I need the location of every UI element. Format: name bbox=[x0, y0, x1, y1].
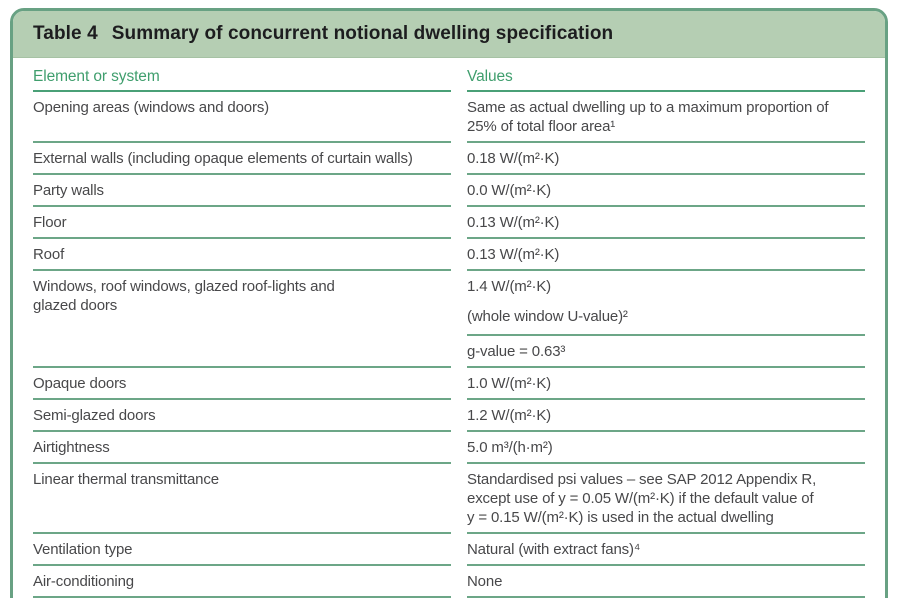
value-cell: 0.18 W/(m²·K) bbox=[467, 143, 865, 175]
element-line: Windows, roof windows, glazed roof-lights and bbox=[33, 278, 335, 295]
element-cell: Airtightness bbox=[33, 432, 451, 464]
element-cell: Party walls bbox=[33, 175, 451, 207]
value-line: Standardised psi values – see SAP 2012 Appendix R, bbox=[467, 471, 817, 488]
value-line: Same as actual dwelling up to a maximum proportion of bbox=[467, 99, 829, 116]
value-cell: 5.0 m³/(h·m²) bbox=[467, 432, 865, 464]
value-subcell: g-value = 0.63³ bbox=[467, 336, 865, 368]
column-header-values: Values bbox=[467, 58, 865, 92]
value-line: (whole window U-value)² bbox=[467, 308, 628, 325]
table-body bbox=[13, 58, 885, 598]
element-cell: Ventilation type bbox=[33, 534, 451, 566]
table-row bbox=[33, 143, 865, 175]
table-row bbox=[33, 175, 865, 207]
table-row bbox=[33, 92, 865, 143]
column-header-element: Element or system bbox=[33, 58, 451, 92]
value-cell: 1.0 W/(m²·K) bbox=[467, 368, 865, 400]
element-cell bbox=[33, 271, 451, 368]
value-cell bbox=[467, 464, 865, 534]
element-cell: Opening areas (windows and doors) bbox=[33, 92, 451, 143]
value-line: y = 0.15 W/(m²·K) is used in the actual dwelling bbox=[467, 509, 774, 526]
table-row bbox=[33, 432, 865, 464]
table-header-row bbox=[33, 58, 865, 92]
element-cell: Air-conditioning bbox=[33, 566, 451, 598]
table-row bbox=[33, 239, 865, 271]
table-row bbox=[33, 534, 865, 566]
table-number: Table 4 bbox=[33, 23, 98, 44]
table-row bbox=[33, 400, 865, 432]
value-cell: Natural (with extract fans)⁴ bbox=[467, 534, 865, 566]
element-cell: Opaque doors bbox=[33, 368, 451, 400]
table-row bbox=[33, 368, 865, 400]
table-row bbox=[33, 207, 865, 239]
table-card bbox=[10, 8, 888, 598]
value-cell: 0.0 W/(m²·K) bbox=[467, 175, 865, 207]
element-cell: External walls (including opaque elements of curtain walls) bbox=[33, 143, 451, 175]
element-cell: Linear thermal transmittance bbox=[33, 464, 451, 534]
value-cell bbox=[467, 92, 865, 143]
table-title-band bbox=[13, 11, 885, 58]
table-row bbox=[33, 464, 865, 534]
table-row bbox=[33, 271, 865, 368]
element-line: glazed doors bbox=[33, 297, 118, 314]
value-cell: 0.13 W/(m²·K) bbox=[467, 207, 865, 239]
value-cell: 0.13 W/(m²·K) bbox=[467, 239, 865, 271]
element-cell: Roof bbox=[33, 239, 451, 271]
value-cell: 1.2 W/(m²·K) bbox=[467, 400, 865, 432]
element-cell: Floor bbox=[33, 207, 451, 239]
value-line: except use of y = 0.05 W/(m²·K) if the default value of bbox=[467, 490, 814, 507]
value-subcell bbox=[467, 271, 865, 336]
table-title: Summary of concurrent notional dwelling specification bbox=[111, 23, 614, 44]
table-row bbox=[33, 566, 865, 598]
value-cell-group bbox=[467, 271, 865, 368]
value-line: 1.4 W/(m²·K) bbox=[467, 278, 552, 295]
value-line: 25% of total floor area¹ bbox=[467, 118, 616, 135]
value-cell: None bbox=[467, 566, 865, 598]
element-cell: Semi-glazed doors bbox=[33, 400, 451, 432]
